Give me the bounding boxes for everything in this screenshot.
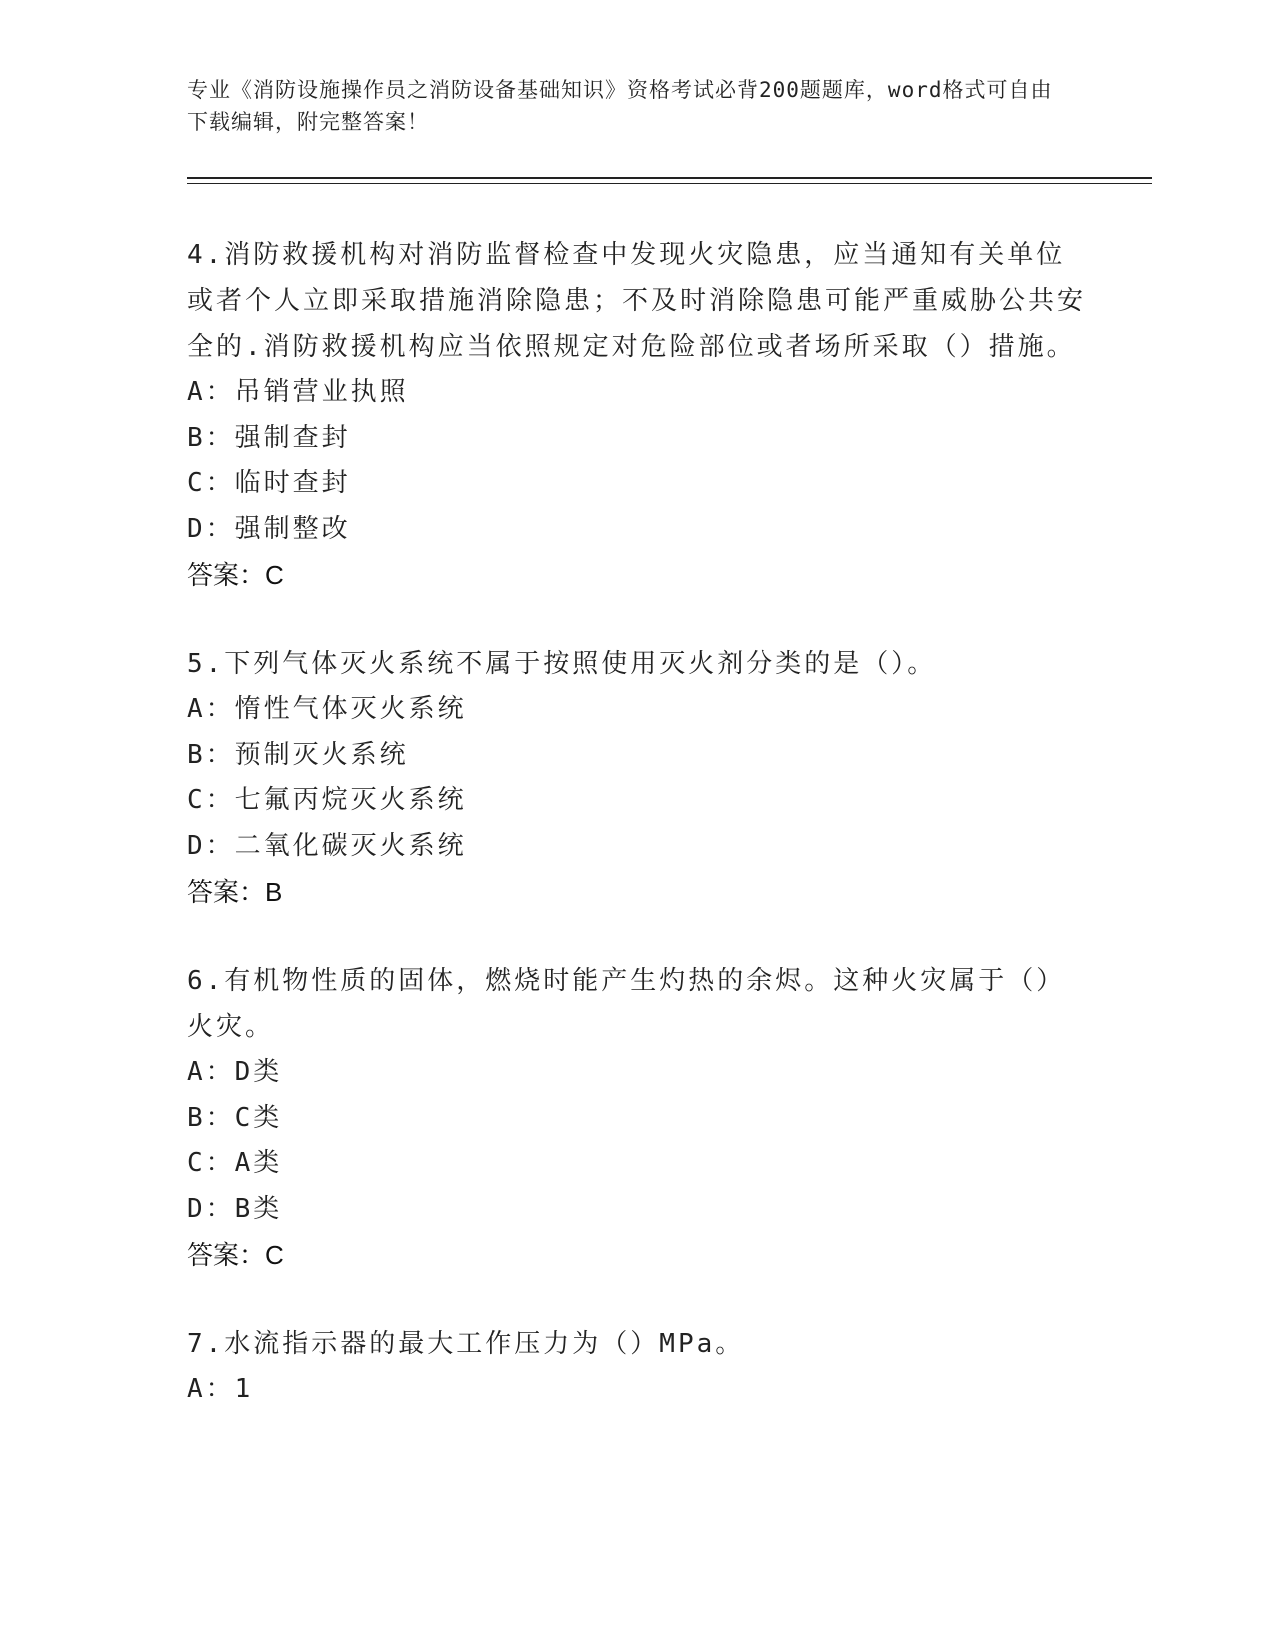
question-option-c: C：临时查封: [187, 468, 351, 498]
question-option-b: B：预制灭火系统: [187, 739, 409, 770]
question-stem: 5.下列气体灭火系统不属于按照使用灭火剂分类的是（）。: [187, 649, 937, 679]
question-item: [187, 641, 1087, 915]
question-answer: 答案：B: [187, 877, 283, 907]
question-option-a: A：惰性气体灭火系统: [187, 694, 467, 724]
question-option-d: D：强制整改: [187, 513, 351, 544]
question-option-d: D：B类: [187, 1193, 283, 1224]
question-answer: 答案：C: [187, 1240, 284, 1270]
header-rule-thick: [187, 177, 1152, 179]
question-stem: 4.消防救援机构对消防监督检查中发现火灾隐患，应当通知有关单位或者个人立即采取措施消除隐患；不及时消除隐患可能严重威胁公共安全的.消防救援机构应当依照规定对危险部位或者场所采取（）措施。: [187, 240, 1087, 362]
question-stem: 7.水流指示器的最大工作压力为（）MPa。: [187, 1329, 745, 1359]
question-stem: 6.有机物性质的固体，燃烧时能产生灼热的余烬。这种火灾属于（）火灾。: [187, 966, 1066, 1042]
question-option-b: B：强制查封: [187, 422, 351, 453]
question-item: [187, 1321, 1087, 1413]
question-option-c: C：A类: [187, 1148, 283, 1178]
question-option-a: A：D类: [187, 1057, 283, 1087]
question-answer: 答案：C: [187, 560, 284, 590]
question-item: [187, 232, 1087, 598]
question-list: [187, 232, 1087, 1456]
question-option-a: A：1: [187, 1374, 254, 1404]
header-rule-thin: [187, 183, 1152, 184]
question-option-d: D：二氧化碳灭火系统: [187, 830, 467, 861]
question-option-b: B：C类: [187, 1102, 283, 1133]
question-option-c: C：七氟丙烷灭火系统: [187, 785, 467, 815]
document-header: 专业《消防设施操作员之消防设备基础知识》资格考试必背200题题库，word格式可自由下载编辑，附完整答案！: [187, 78, 1053, 134]
question-item: [187, 958, 1087, 1278]
question-option-a: A：吊销营业执照: [187, 377, 409, 407]
